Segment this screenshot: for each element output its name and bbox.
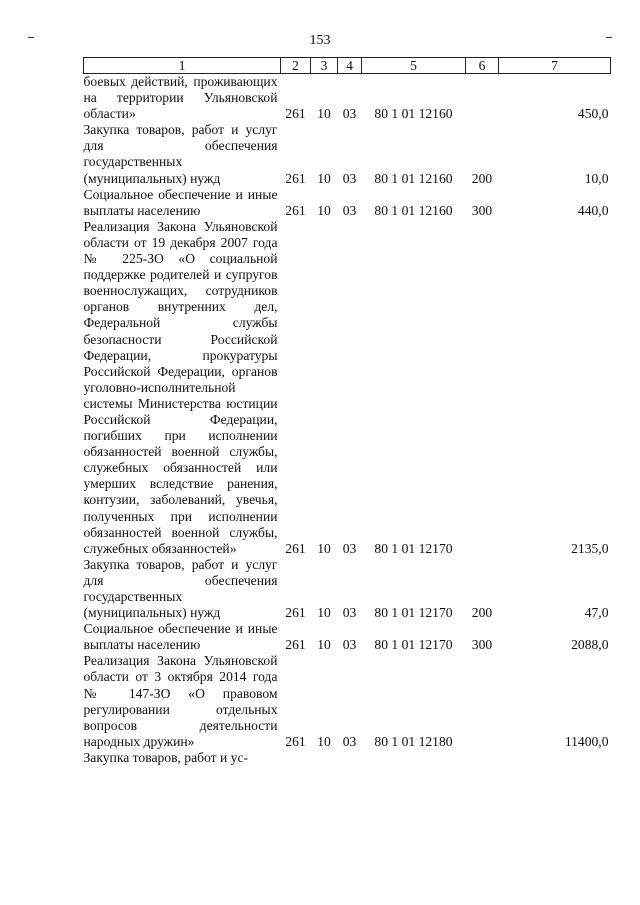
row-amount: 47,0 <box>584 605 609 621</box>
row-code-4 <box>338 750 362 766</box>
row-code-6: 300 <box>471 637 493 653</box>
row-name: боевых действий, проживающих на территории Ульяновской области» <box>83 74 278 122</box>
table-row <box>84 122 611 186</box>
row-code-3: 10 <box>317 202 331 218</box>
row-code-6: 200 <box>471 605 493 621</box>
column-header-2: 2 <box>281 58 311 74</box>
row-code-5: 80 1 01 12160 <box>374 106 453 122</box>
row-code-4: 03 <box>342 106 357 122</box>
row-code-5: 80 1 01 12180 <box>374 733 453 749</box>
column-header-7: 7 <box>499 58 611 74</box>
table-row <box>84 557 611 621</box>
row-code-2 <box>281 750 311 766</box>
row-code-3 <box>311 750 338 766</box>
row-code-5: 80 1 01 12170 <box>374 605 453 621</box>
column-header-6: 6 <box>466 58 499 74</box>
row-code-6: 300 <box>471 202 493 218</box>
row-name: Закупка товаров, работ и услуг для обеспечения государственных (муниципальных) нужд <box>83 556 278 621</box>
row-code-2: 261 <box>285 106 306 122</box>
row-code-6 <box>466 219 499 557</box>
row-name: Реализация Закона Ульяновской области от 3 октября 2014 года № 147-ЗО «О правовом регулировании отдельных вопросов деятельности народных дружин» <box>83 653 278 749</box>
row-code-4: 03 <box>342 202 357 218</box>
row-code-5: 80 1 01 12160 <box>374 202 453 218</box>
row-code-6 <box>466 74 499 123</box>
row-code-5: 80 1 01 12170 <box>374 540 453 556</box>
row-code-4: 03 <box>342 637 357 653</box>
row-code-3: 10 <box>317 733 331 749</box>
table-row <box>84 621 611 653</box>
row-amount: 450,0 <box>577 106 609 122</box>
row-amount <box>499 750 611 766</box>
column-header-1: 1 <box>84 58 281 74</box>
row-amount: 10,0 <box>584 170 609 186</box>
row-code-4: 03 <box>342 733 357 749</box>
row-name: Закупка товаров, работ и услуг для обеспечения государственных (муниципальных) нужд <box>83 122 278 186</box>
table-row <box>84 653 611 750</box>
budget-table <box>83 57 611 766</box>
row-code-4: 03 <box>342 540 357 556</box>
row-code-3: 10 <box>317 106 331 122</box>
row-code-2: 261 <box>285 605 306 621</box>
header-row <box>84 58 611 74</box>
row-name: Закупка товаров, работ и ус- <box>83 749 249 765</box>
row-code-4: 03 <box>342 605 357 621</box>
table-row <box>84 74 611 123</box>
table-row <box>84 219 611 557</box>
row-amount: 11400,0 <box>564 733 609 749</box>
row-code-3: 10 <box>317 637 331 653</box>
table-row <box>84 750 611 766</box>
row-code-3: 10 <box>317 605 331 621</box>
row-code-2: 261 <box>285 170 306 186</box>
row-amount: 2135,0 <box>571 540 609 556</box>
row-code-2: 261 <box>285 637 306 653</box>
row-code-3: 10 <box>317 170 331 186</box>
column-header-3: 3 <box>311 58 338 74</box>
column-header-5: 5 <box>362 58 466 74</box>
row-amount: 440,0 <box>577 202 609 218</box>
row-code-4: 03 <box>342 170 357 186</box>
row-code-3: 10 <box>317 540 331 556</box>
row-code-6: 200 <box>471 170 493 186</box>
row-name: Реализация Закона Ульяновской области от 19 декабря 2007 года № 225-ЗО «О социальной поддержке родителей и супругов военнослужащих, сотрудников органов внутренних дел, Федеральной службы безопасности Российской Федерации, прокуратуры Российской Федерации, органов уголовно-исполнительной системы Министерства юстиции Российской Федерации, погибших при исполнении обязанностей военной службы, служебных обязанностей или умерших вследствие ранения, контузии, заболеваний, увечья, полученных при исполнении обязанностей военной службы, служебных обязанностей» <box>83 218 278 556</box>
column-header-4: 4 <box>338 58 362 74</box>
table-row <box>84 187 611 219</box>
row-code-2: 261 <box>285 202 306 218</box>
page-number: 153 <box>309 33 331 48</box>
row-code-6 <box>466 750 499 766</box>
row-code-5 <box>362 750 466 766</box>
row-code-2: 261 <box>285 540 306 556</box>
row-code-2: 261 <box>285 733 306 749</box>
row-code-6 <box>466 653 499 750</box>
row-name: Социальное обеспечение и иные выплаты населению <box>83 621 278 653</box>
row-amount: 2088,0 <box>571 637 609 653</box>
row-name: Социальное обеспечение и иные выплаты населению <box>83 186 278 218</box>
row-code-5: 80 1 01 12160 <box>374 170 453 186</box>
row-code-5: 80 1 01 12170 <box>374 637 453 653</box>
